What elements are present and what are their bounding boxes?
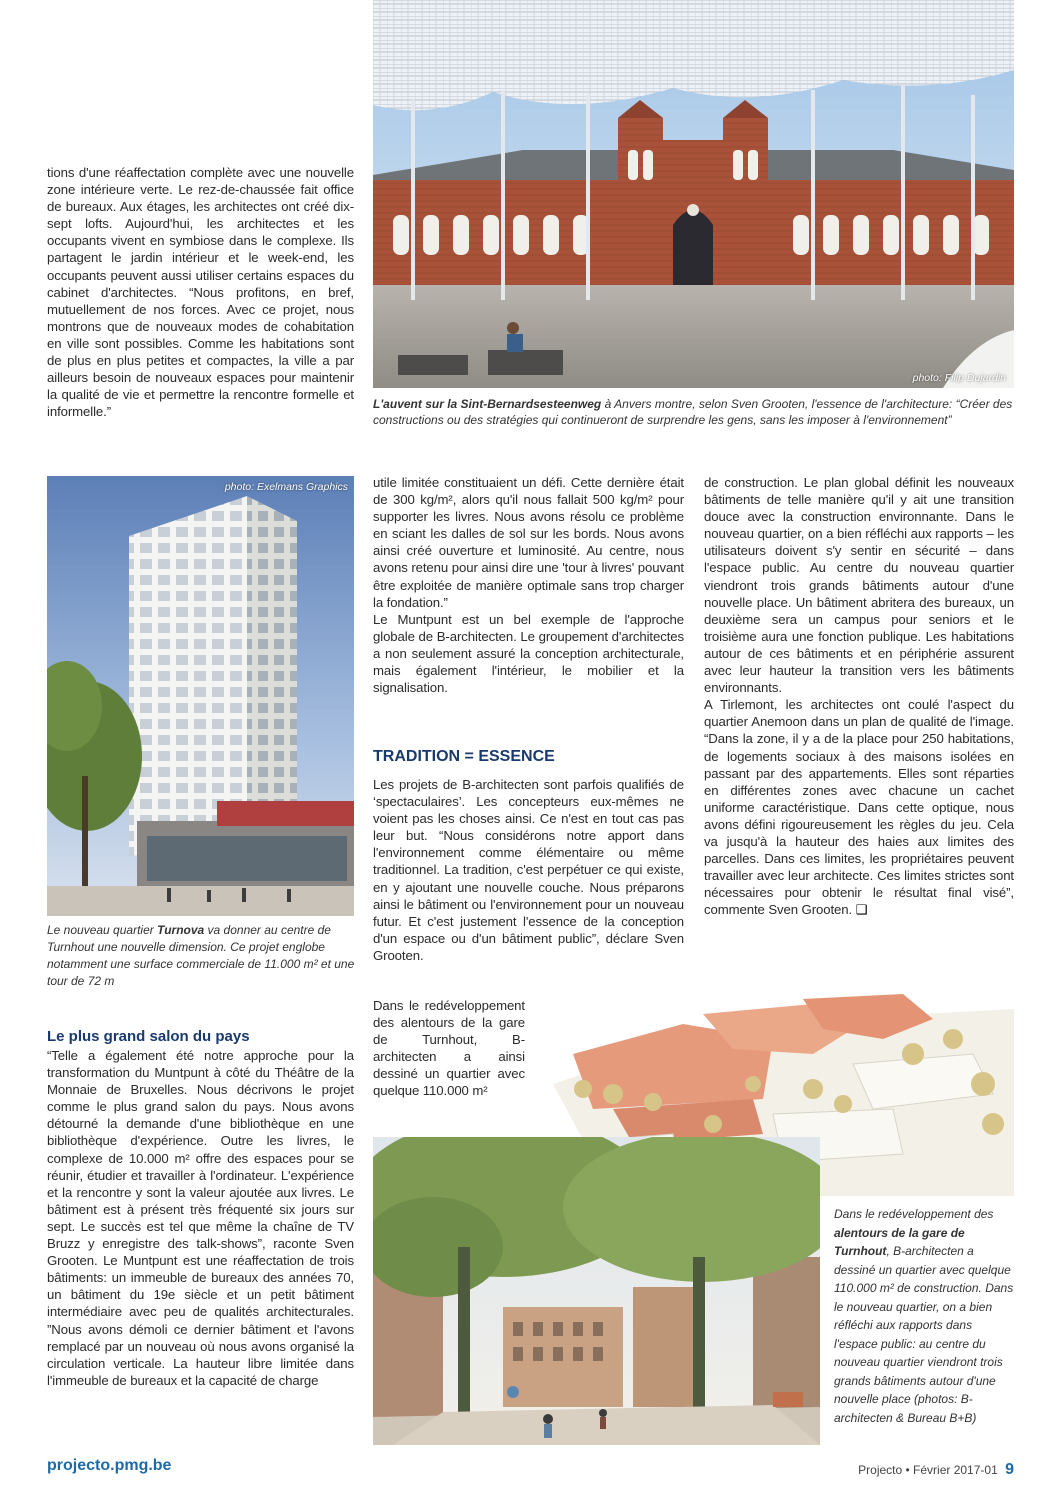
footer-site-link[interactable]: projecto.pmg.be <box>47 1457 172 1474</box>
salon-paragraph: “Telle a également été notre approche pour la transformation du Muntpunt à côté du Théâtre de la Monnaie de Bruxelles. Nous décrivons le projet comme le plus grand salon du pays. Nous avons détourné la demande d'une bibliothèque en une bibliothèque d'expérience. Outre les livres, le complexe de 10.000 m² offre des espaces pour se réunir, étudier et travailler à l'ordinateur. L'expérience et la rencontre y sont la valeur ajoutée aux livres. Le bâtiment est à présent très fréquenté six jours sur sept. Le succès est tel que même la chaîne de TV Bruzz y enregistre des talk-shows”, raconte Sven Grooten. Le Muntpunt est une réaffectation de trois bâtiments: un immeuble de bureaux des années 70, un bâtiment du 19e siècle et un petit bâtiment intermédiaire avec peu de qualités architecturales. ”Nous avons démoli ce dernier bâtiment et l'avons remplacé par un nouveau où nous avons organisé la circulation verticale. La hauteur libre limitée dans l'immeuble de bureaux et la capacité de charge <box>47 1048 354 1388</box>
caption-turnhout-pre: Dans le redéveloppement des <box>834 1207 994 1221</box>
heading-tradition-essence: TRADITION = ESSENCE <box>373 748 555 765</box>
middle-paragraph-1: utile limitée constituaient un défi. Cette dernière était de 300 kg/m², alors qu'il nous fallait 500 kg/m² pour supporter les livres. Nous avons résolu ce problème en sciant les dalles de sol sur les bords. Nous avons ainsi créé ouverture et luminosité. Au centre, nous avons retenu pour ainsi dire une 'tour à livres' pouvant être exploitée de manière optimale sans trop charger la fondation.” <box>373 475 684 610</box>
caption-antwerp-bold: L'auvent sur la Sint-Bernardsesteenweg <box>373 397 602 411</box>
intro-paragraph: tions d'une réaffectation complète avec une nouvelle zone intérieure verte. Le rez-de-chaussée fait office de bureaux. Aux étages, les architectes ont créé dix-sept lofts. Aujourd'hui, les architectes et les occupants vivent en symbiose dans le complexe. Ils partagent le jardin intérieur et le week-end, les occupants peuvent aussi utiliser certains espaces du cabinet d'architectes. “Nous profitons, en bref, mutuellement de nos forces. Avec ce projet, nous montrons que de nouveaux modes de cohabitation en ville sont possibles. Comme les habitations sont de plus en plus petites et compactes, la ville a par ailleurs besoin de nouveaux espaces pour maintenir la qualité de vie et permettre la rencontre formelle et informelle.” <box>47 165 354 420</box>
right-column <box>704 474 1014 918</box>
middle-column-wrap <box>373 997 525 1100</box>
photo-antwerp-canopy <box>373 0 1014 388</box>
middle-paragraph-3: Les projets de B-architecten sont parfois qualifiés de ‘spectaculaires’. Les concepteurs eux-mêmes ne voient pas les choses ainsi. Ce n'est en tout cas pas leur but. “Nous considérons notre apport dans l'environnement comme élémentaire ou même traditionnel. La tradition, c'est perpétuer ce qui existe, en y ajoutant une nouvelle couche. Nous préparons ainsi le bâtiment ou l'environnement pour un nouveau futur. Et c'est justement l'essence de la conception d'un espace ou d'un bâtiment public”, déclare Sven Grooten. <box>373 777 684 963</box>
footer-publication <box>858 1461 1014 1479</box>
article-end-mark: ❑ <box>855 902 868 918</box>
middle-paragraph-2: Le Muntpunt est un bel exemple de l'approche globale de B-architecten. Le groupement d'architectes a non seulement assuré la conception architecturale, mais également l'intérieur, le mobilier et la signalisation. <box>373 611 684 696</box>
middle-column-bottom <box>373 776 684 964</box>
photo-credit-dujardin: photo: Filip Dujardin <box>912 372 1006 384</box>
caption-antwerp <box>373 396 1014 428</box>
intro-continuation-text <box>47 164 354 420</box>
middle-column-top <box>373 474 684 696</box>
right-paragraph-2 <box>704 696 1014 918</box>
right-paragraph-2-text: A Tirlemont, les architectes ont coulé l'aspect du quartier Anemoon dans un plan de qualité de l'image. “Dans la zone, il y a de la place pour 250 habitations, de logements sociaux à des maisons isolées en passant par des appartements. Elles sont réparties en différentes zones avec chacune un cachet uniforme caractéristique. Dans cette optique, nous avons défini rigoureusement les règles du jeu. Cela va jusqu'à la hauteur des haies aux limites des parcelles. Dans ces limites, les propriétaires peuvent travailler avec leur architecte. Ces limites strictes sont nécessaires pour obtenir le résultat final visé”, commente Sven Grooten. <box>704 697 1014 918</box>
caption-turnova-text: va donner au centre de Turnhout une nouvelle dimension. Ce projet englobe notamment une surface commerciale de 11.000 m² et une tour de 72 m <box>47 923 355 988</box>
caption-turnhout <box>834 1205 1014 1427</box>
heading-plus-grand-salon: Le plus grand salon du pays <box>47 1028 250 1045</box>
turnova-tower-illustration <box>47 476 354 916</box>
photo-turnova-tower <box>47 476 354 916</box>
salon-body <box>47 1047 354 1389</box>
footer-page-number: 9 <box>1005 1461 1014 1478</box>
caption-turnhout-text: , B-architecten a dessiné un quartier avec quelque 110.000 m² de construction. Dans le nouveau quartier, on a bien réfléchi aux rapports dans l'espace public: au centre du nouveau quartier viendront trois grands bâtiments autour d'une nouvelle place (photos: B-architecten & Bureau B+B) <box>834 1244 1014 1425</box>
photo-credit-exelmans: photo: Exelmans Graphics <box>224 481 348 493</box>
caption-antwerp-text: à Anvers montre, selon Sven Grooten, l'essence de l'architecture: “Créer des constructions ou des stratégies qui continueront de surprendre les gens, sans les imposer à l'environnement” <box>373 397 1013 427</box>
caption-turnova-pre: Le nouveau quartier <box>47 923 158 937</box>
caption-turnova <box>47 922 357 990</box>
photo-turnhout-square <box>373 1137 820 1445</box>
middle-paragraph-4: Dans le redéveloppement des alentours de la gare de Turnhout, B-architecten a ainsi dessiné un quartier avec quelque 110.000 m² <box>373 998 525 1099</box>
caption-turnhout-bold: alentours de la gare de Turnhout <box>834 1225 965 1258</box>
turnhout-square-illustration <box>373 1137 820 1445</box>
antwerp-station-illustration <box>373 0 1014 388</box>
caption-turnova-bold: Turnova <box>157 923 205 937</box>
footer-publication-label: Projecto • Février 2017-01 <box>858 1463 998 1477</box>
right-paragraph-1: de construction. Le plan global définit les nouveaux bâtiments de telle manière qu'il y ait une transition douce avec la construction environnante. Dans le nouveau quartier, on a bien réfléchi aux rapports – les utilisateurs doivent s'y sentir en sécurité – dans l'espace public. Au centre du nouveau quartier viendront trois grands bâtiments autour d'une nouvelle place. Un bâtiment abritera des bureaux, un deuxième sera un campus pour seniors et le troisième aura une fonction publique. Les habitations autour de ces bâtiments et en périphérie assurent avec leur hauteur la transition vers les bâtiments environnants. <box>704 475 1014 696</box>
